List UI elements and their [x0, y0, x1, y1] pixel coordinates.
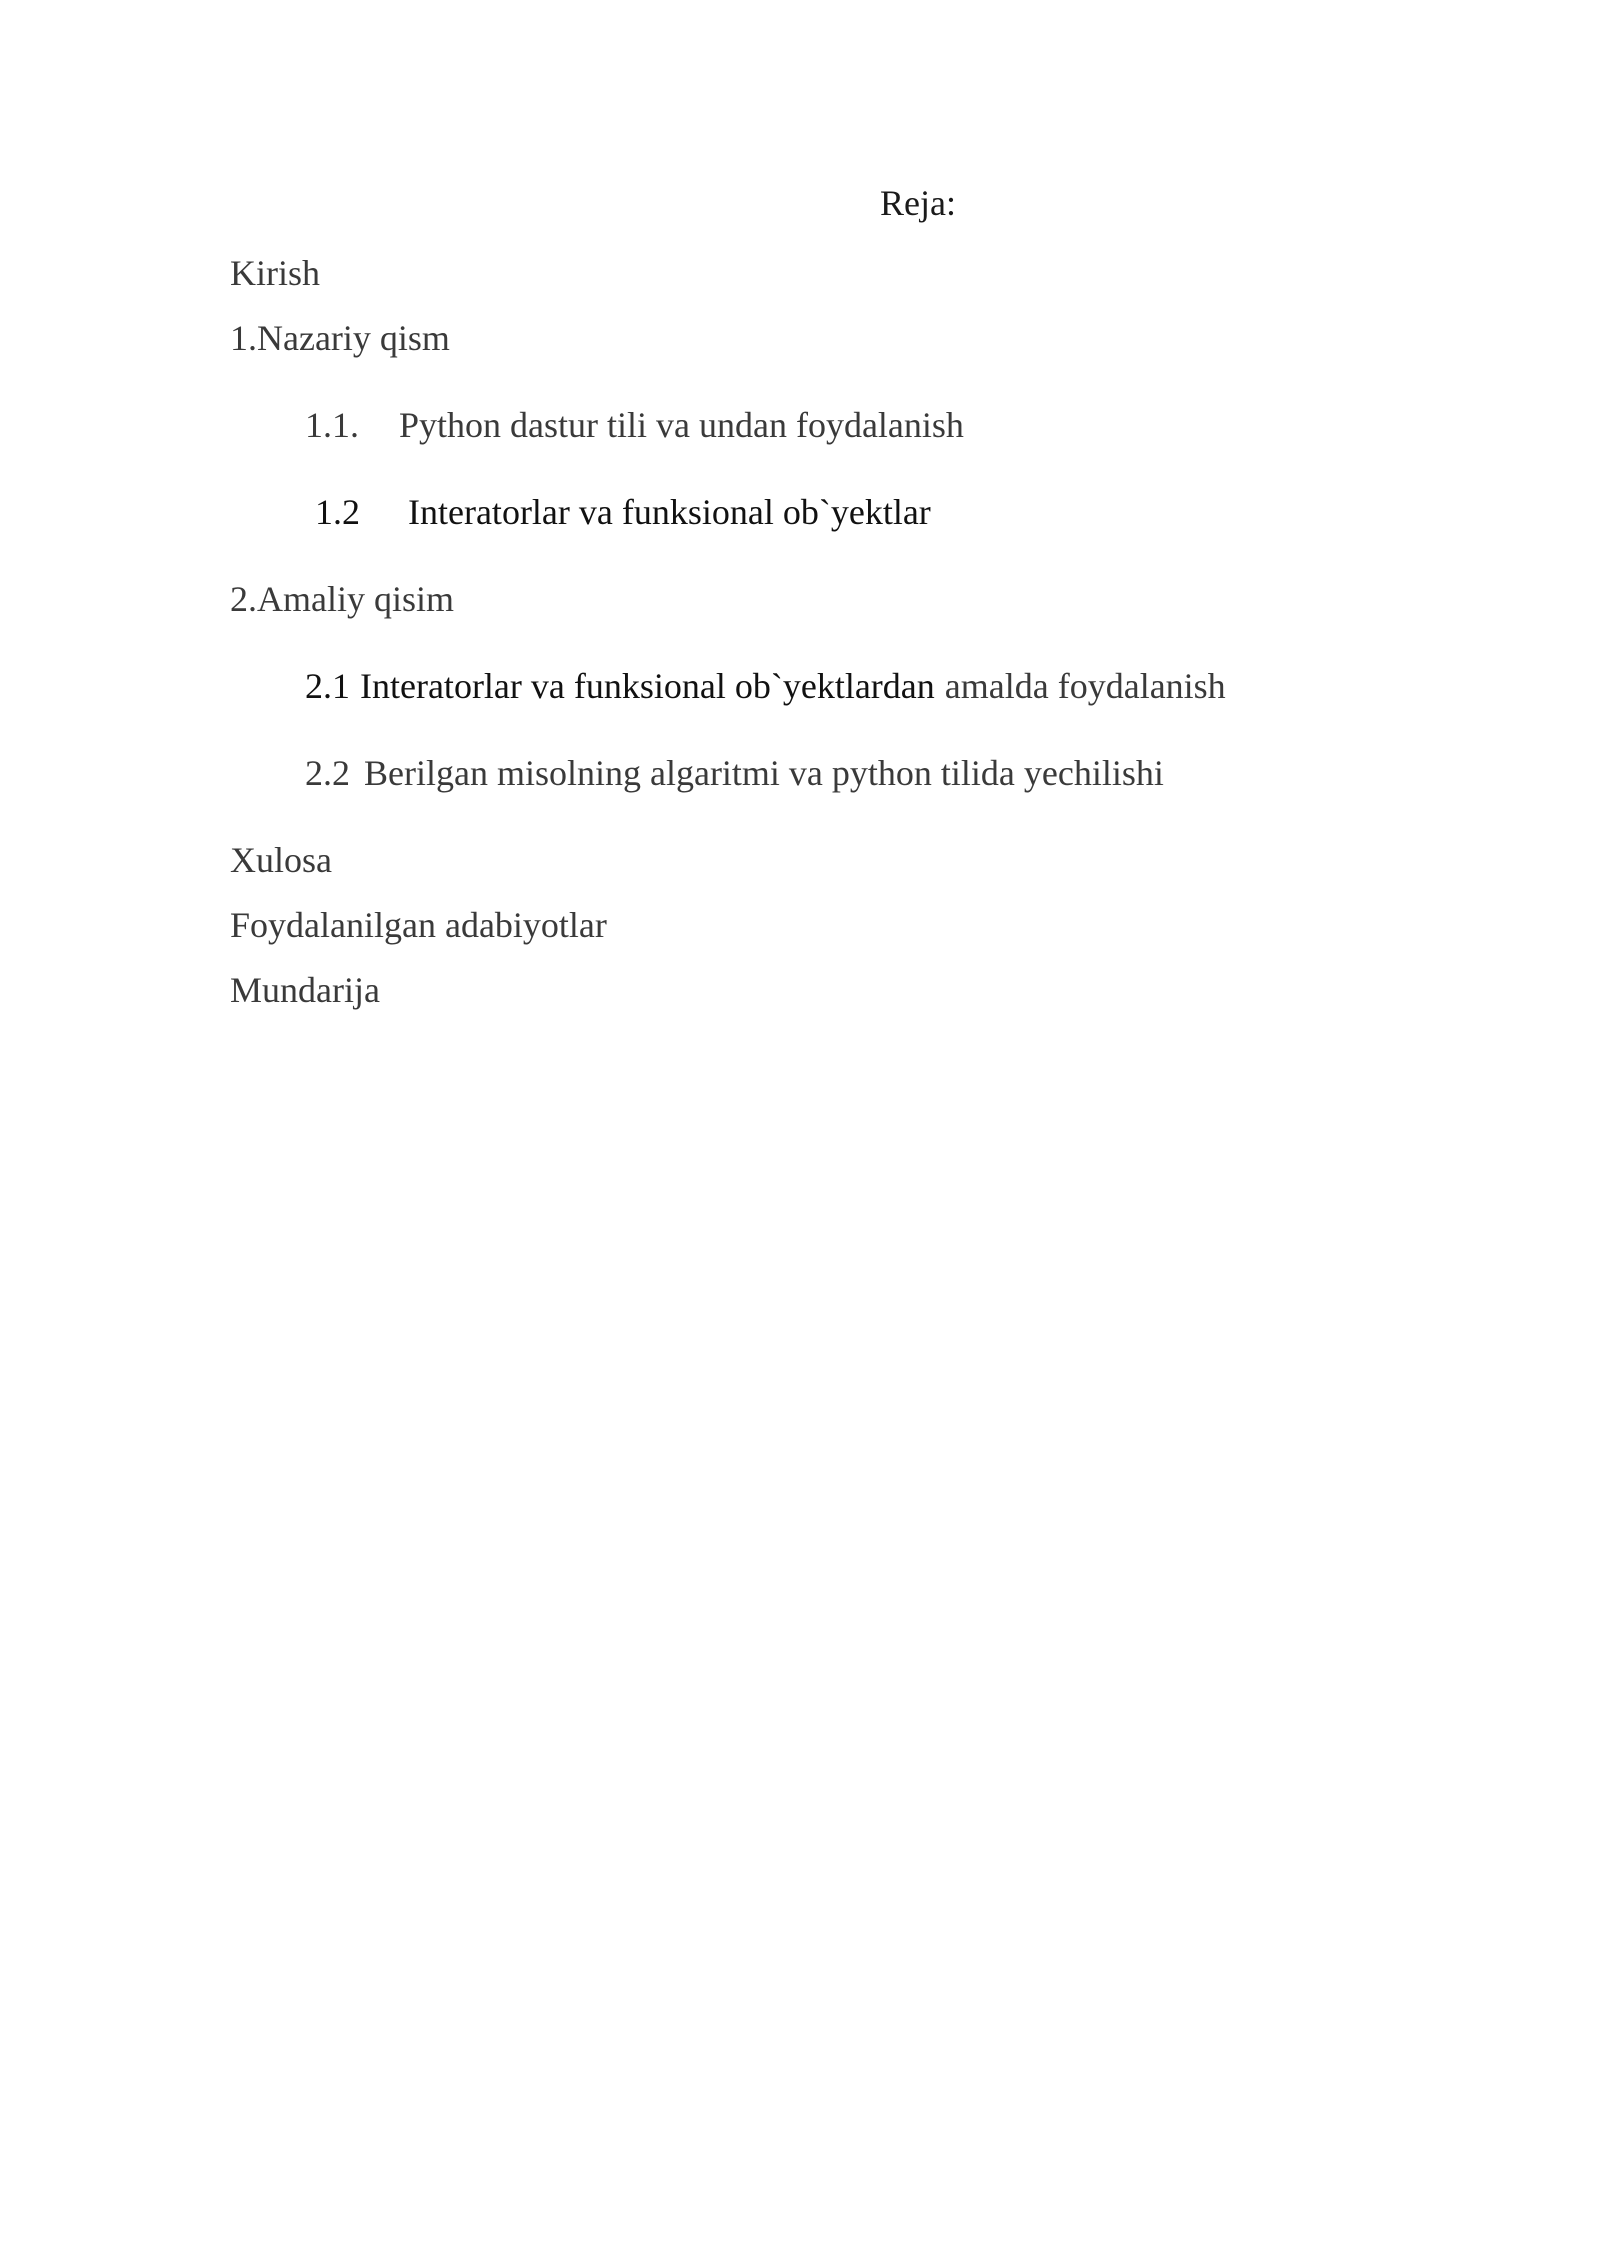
- toc-item-label: Berilgan misolning algaritmi va python tilida yechilishi: [364, 753, 1164, 793]
- toc-item-1-2: [315, 490, 931, 534]
- toc-item-foydalanilgan-adabiyotlar: Foydalanilgan adabiyotlar: [230, 905, 607, 945]
- toc-number: 1.2: [315, 492, 360, 532]
- toc-item-nazariy-qism: 1.Nazariy qism: [230, 318, 450, 358]
- toc-number: 2.2: [305, 753, 350, 793]
- toc-item-label: Python dastur tili va undan foydalanish: [399, 405, 964, 445]
- toc-item-2-1: [305, 664, 1226, 708]
- page-title: Reja:: [880, 183, 956, 223]
- toc-item-1-1: [305, 403, 964, 447]
- toc-item-label: Interatorlar va funksional ob`yektlar: [408, 492, 931, 532]
- toc-item-label-part2: amalda foydalanish: [944, 666, 1226, 706]
- toc-item-amaliy-qisim: 2.Amaliy qisim: [230, 579, 454, 619]
- toc-item-mundarija: Mundarija: [230, 970, 380, 1010]
- toc-number: 2.1: [305, 666, 350, 706]
- toc-item-kirish: Kirish: [230, 253, 320, 293]
- toc-item-xulosa: Xulosa: [230, 840, 332, 880]
- toc-number: 1.1.: [305, 405, 359, 445]
- toc-item-label-part1: Interatorlar va funksional ob`yektlardan: [360, 666, 935, 706]
- toc-item-2-2: [305, 751, 1164, 795]
